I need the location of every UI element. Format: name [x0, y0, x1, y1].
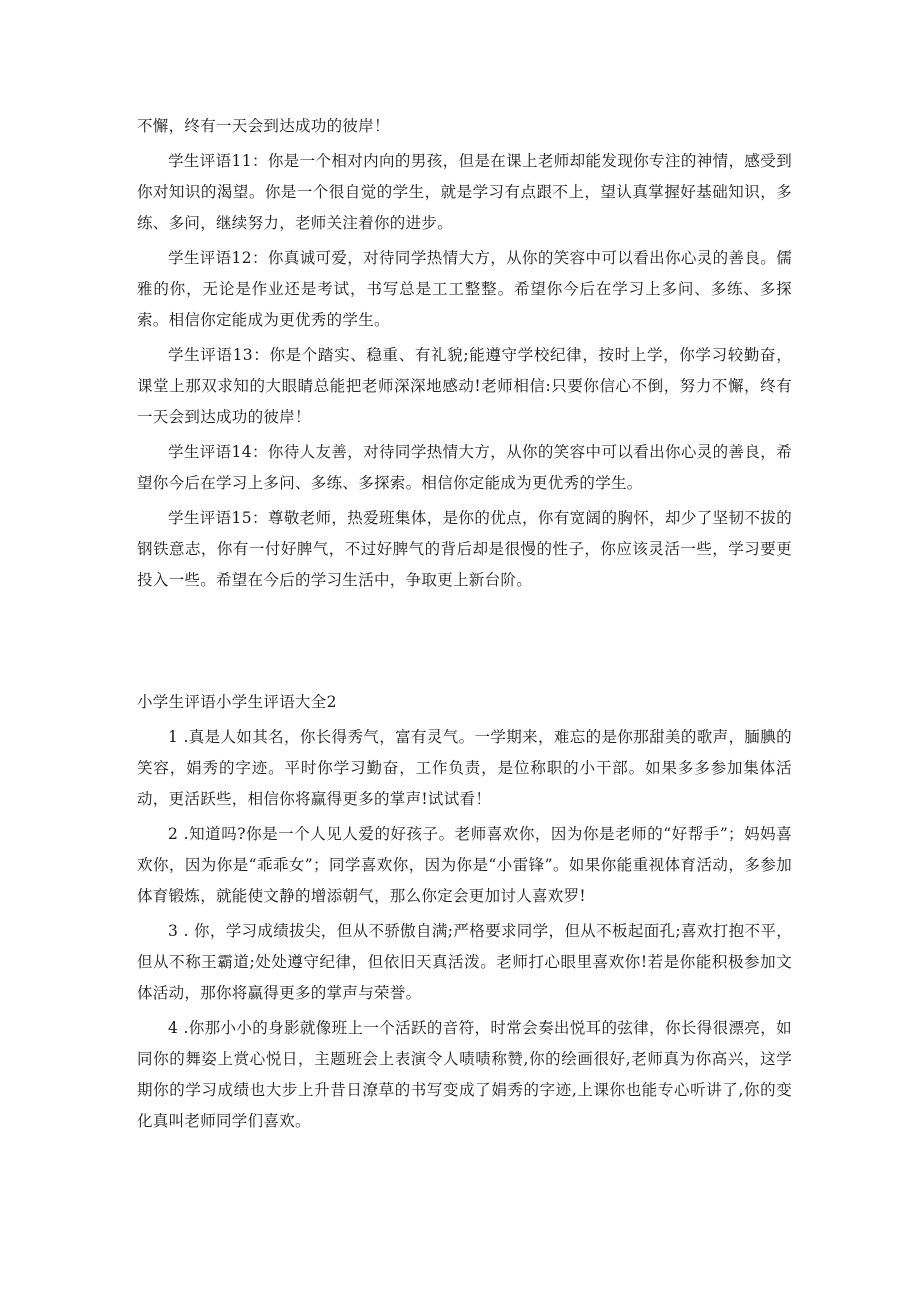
comments-section-1 [137, 111, 792, 596]
comment-item-3: 3 . 你，学习成绩拔尖，但从不骄傲自满;严格要求同学，但从不板起面孔;喜欢打抱不平，但从不称王霸道;处处遵守纪律，但依旧天真活泼。老师打心眼里喜欢你!若是你能积极参加文体活动，那你将赢得更多的掌声与荣誉。 [137, 922, 792, 1002]
continuation-line: 不懈，终有一天会到达成功的彼岸！ [137, 117, 390, 135]
student-comment-13: 学生评语13：你是个踏实、稳重、有礼貌;能遵守学校纪律，按时上学，你学习较勤奋，课堂上那双求知的大眼睛总能把老师深深地感动!老师相信:只要你信心不倒，努力不懈，终有一天会到达成功的彼岸！ [137, 346, 792, 426]
student-comment-11: 学生评语11：你是一个相对内向的男孩，但是在课上老师却能发现你专注的神情，感受到你对知识的渴望。你是一个很自觉的学生，就是学习有点跟不上，望认真掌握好基础知识，多练、多问，继续努力，老师关注着你的进步。 [137, 152, 792, 232]
comment-item-4: 4 .你那小小的身影就像班上一个活跃的音符，时常会奏出悦耳的弦律，你长得很漂亮，如同你的舞姿上赏心悦日，主题班会上表演令人啧啧称赞,你的绘画很好,老师真为你高兴，这学期你的学习成绩也大步上升昔日潦草的书写变成了娟秀的字迹,上课你也能专心听讲了,你的变化真叫老师同学们喜欢。 [137, 1019, 792, 1130]
comment-item-1: 1 .真是人如其名，你长得秀气，富有灵气。一学期来，难忘的是你那甜美的歌声，腼腆的笑容，娟秀的字迹。平时你学习勤奋，工作负责，是位称职的小干部。如果多多参加集体活动，更活跃些，相信你将赢得更多的掌声!试试看！ [137, 728, 792, 808]
comment-item-2: 2 .知道吗?你是一个人见人爱的好孩子。老师喜欢你，因为你是老师的“好帮手”；妈妈喜欢你，因为你是“乖乖女”；同学喜欢你，因为你是“小雷锋”。如果你能重视体育活动，多参加体育锻炼，就能使文静的增添朝气，那么你定会更加讨人喜欢罗! [137, 825, 792, 905]
student-comment-12: 学生评语12：你真诚可爱，对待同学热情大方，从你的笑容中可以看出你心灵的善良。儒雅的你，无论是作业还是考试，书写总是工工整整。希望你今后在学习上多问、多练、多探索。相信你定能成为更优秀的学生。 [137, 249, 792, 329]
section-heading: 小学生评语小学生评语大全2 [137, 693, 337, 711]
student-comment-15: 学生评语15：尊敬老师，热爱班集体，是你的优点，你有宽阔的胸怀，却少了坚韧不拔的钢铁意志，你有一付好脾气，不过好脾气的背后却是很慢的性子，你应该灵活一些，学习要更投入一些。希望在今后的学习生活中，争取更上新台阶。 [137, 509, 792, 589]
student-comment-14: 学生评语14：你待人友善，对待同学热情大方，从你的笑容中可以看出你心灵的善良，希望你今后在学习上多问、多练、多探索。相信你定能成为更优秀的学生。 [137, 443, 792, 492]
comments-section-2 [137, 687, 792, 1137]
